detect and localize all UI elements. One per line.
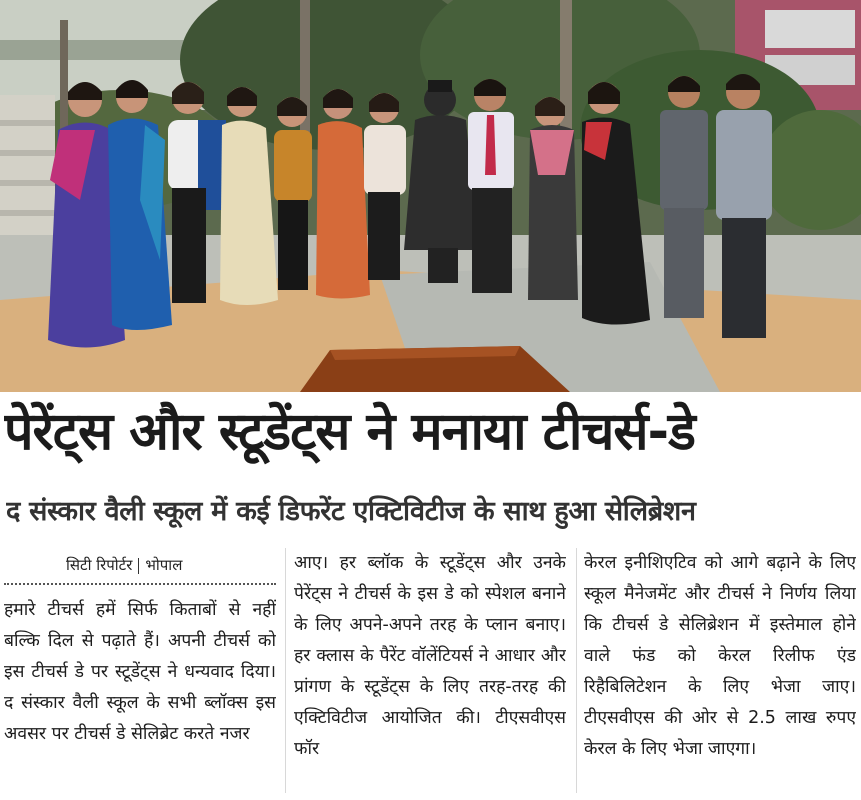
byline-reporter: सिटी रिपोर्टर: [66, 556, 133, 574]
article-subheadline: द संस्कार वैली स्कूल में कई डिफरेंट एक्टिविटीज के साथ हुआ सेलिब्रेशन: [6, 496, 696, 527]
article-column-1: [4, 550, 276, 795]
byline-divider: [4, 583, 276, 587]
byline-separator: [138, 558, 139, 574]
article-column-2: [294, 548, 566, 793]
byline-location: भोपाल: [145, 556, 183, 574]
byline: [4, 550, 276, 580]
column-text-3: केरल इनीशिएटिव को आगे बढ़ाने के लिए स्कूल मैनेजमेंट और टीचर्स ने निर्णय लिया कि टीचर्स डे सेलिब्रेशन में इस्तेमाल होने वाले फंड को केरल रिलीफ एंड रिहैबिलिटेशन के लिए भेजा जाए। टीएसवीएस की ओर से 2.5 लाख रुपए केरल के लिए भेजा जाएगा।: [584, 553, 856, 759]
group-photo: [0, 0, 861, 392]
column-text-2: आए। हर ब्लॉक के स्टूडेंट्स और उनके पेरेंट्स ने टीचर्स के इस डे को स्पेशल बनाने के लिए अपने-अपने तरह के प्लान बनाए। हर क्लास के पैरेंट वॉलेंटियर्स ने आधार और प्रांगण के स्टूडेंट्स के लिए तरह-तरह की एक्टिविटीज आयोजित की। टीएसवीएस फॉर: [294, 553, 566, 759]
column-divider: [576, 548, 577, 793]
article-headline: पेरेंट्स और स्टूडेंट्स ने मनाया टीचर्स-डे: [4, 402, 695, 462]
column-text-1: हमारे टीचर्स हमें सिर्फ किताबों से नहीं बल्कि दिल से पढ़ाते हैं। अपनी टीचर्स को इस टीचर्स डे पर स्टूडेंट्स ने धन्यवाद दिया। द संस्कार वैली स्कूल के सभी ब्लॉक्स इस अवसर पर टीचर्स डे सेलिब्रेट करते नजर: [4, 600, 276, 744]
article-column-3: [584, 548, 856, 793]
column-divider: [285, 548, 286, 793]
